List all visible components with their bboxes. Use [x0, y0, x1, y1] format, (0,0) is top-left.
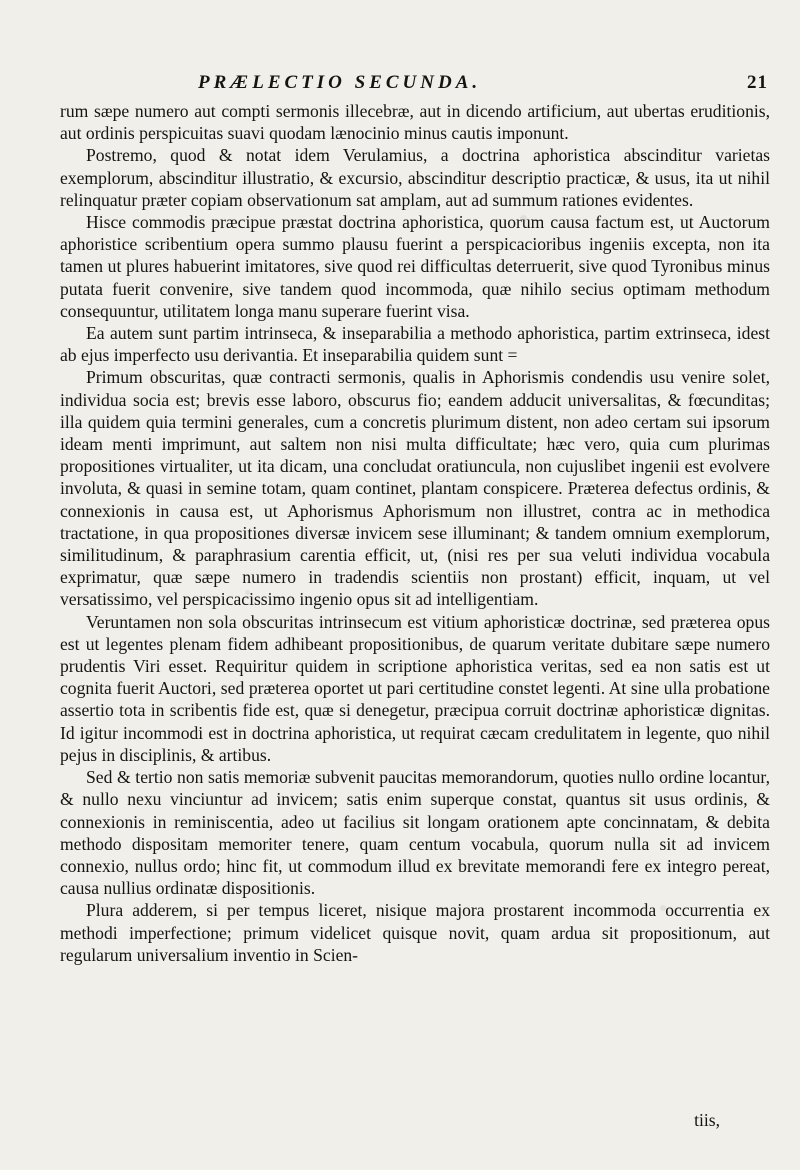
- paper-spot: [245, 590, 250, 595]
- body-text: [60, 100, 770, 966]
- paragraph-continued: rum sæpe numero aut compti sermonis illecebræ, aut in dicendo artificium, aut ubertas eruditionis, aut ordinis perspicuitas suavi quodam lænocinio minus cautis imponunt.: [60, 101, 770, 144]
- paragraph: Sed & tertio non satis memoriæ subvenit paucitas memorandorum, quoties nullo ordine locantur, & nullo nexu vinciuntur ad invicem; satis enim superque constat, quantus sit usus ordinis, & connexionis in reminiscentia, adeo ut facilius sit longam orationem apte concinnatam, & debita methodo dispositam memoriter tenere, quam centum vocabula, quorum nulla sit ad invicem connexio, nullus ordo; hinc fit, ut commodum illud ex brevitate memorandi fere ex integro pereat, causa nullius ordinatæ dispositionis.: [60, 767, 770, 899]
- paper-spot: [660, 905, 666, 911]
- paragraph: Hisce commodis præcipue præstat doctrina aphoristica, quorum causa factum est, ut Auctorum aphoristice scribentium opera summo plausu fuerint a perspicacioribus ingeniis excepta, non ita tamen ut plures habuerint imitatores, sive quod rei difficultas deterruerit, sive quod Tyronibus minus putata fuerit convenire, sive tandem quod incommoda, quæ nihilo secius optimam methodum consequuntur, utilitatem longa manu superare fuerint visa.: [60, 212, 770, 321]
- running-head: [60, 70, 770, 100]
- paragraph: Primum obscuritas, quæ contracti sermonis, qualis in Aphorismis condendis usu venire solet, individua socia est; brevis esse laboro, obscurus fio; eandem adducit universalitas, & fœcunditas; illa quidem quia termini generales, cum a concretis plurimum distent, non adeo certam sui ipsorum ideam menti imprimunt, aut saltem non nisi multa difficultate; hæc vero, quia cum plurimas propositiones virtualiter, ut ita dicam, una concludat oratiuncula, non cujuslibet ingenii est evolvere involuta, & quasi in semine totam, quam continet, plantam conspicere. Præterea defectus ordinis, & connexionis in causa est, ut Aphorismus Aphorismum non illustret, contra ac in methodica tractatione, in qua propositiones diversæ invicem sese illuminant; & tandem omnium exemplorum, similitudinum, & paraphrasium carentia efficit, ut, (nisi res per sua veluti individua vocabula exprimatur, quæ sæpe numero in tradendis scientiis non prostant) efficit, inquam, ut vel versatissimo, vel perspicacissimo ingenio opus sit ad intelligentiam.: [60, 367, 770, 610]
- catchword: tiis,: [694, 1110, 720, 1130]
- page-number: 21: [747, 72, 768, 93]
- paragraph: Postremo, quod & notat idem Verulamius, a doctrina aphoristica abscinditur varietas exemplorum, abscinditur illustratio, & excursio, abscinditur descriptio practicæ, & usus, ita ut nihil relinquatur præter copiam observationum sat amplam, aut ad summum rationes evidentes.: [60, 145, 770, 210]
- paragraph: Ea autem sunt partim intrinseca, & inseparabilia a methodo aphoristica, partim extrinseca, idest ab ejus imperfecto usu derivantia. Et inseparabilia quidem sunt =: [60, 323, 770, 366]
- running-title: PRÆLECTIO SECUNDA.: [198, 72, 482, 93]
- paragraph: Plura adderem, si per tempus liceret, nisique majora prostarent incommoda occurrentia ex methodi imperfectione; primum videlicet quisque novit, quam ardua sit propositionum, aut regularum universalium inventio in Scien-: [60, 900, 770, 965]
- paragraph: Veruntamen non sola obscuritas intrinsecum est vitium aphoristicæ doctrinæ, sed præterea opus est ut legentes plenam fidem adhibeant propositionibus, de quarum veritate dubitare sæpe numero prudentis Viri esset. Requiritur quidem in scriptione aphoristica veritas, sed ea non satis est ut cognita fuerit Auctori, sed præterea oportet ut pari certitudine constet legenti. At sine ulla probatione assertio tota in scribentis fide est, quæ si denegetur, præcipua corruit doctrinæ aphoristicæ dignitas. Id igitur incommodi est in doctrina aphoristica, ut requirat cæcam credulitatem in legente, quo nihil pejus in disciplinis, & artibus.: [60, 611, 770, 765]
- paper-spot: [520, 215, 527, 222]
